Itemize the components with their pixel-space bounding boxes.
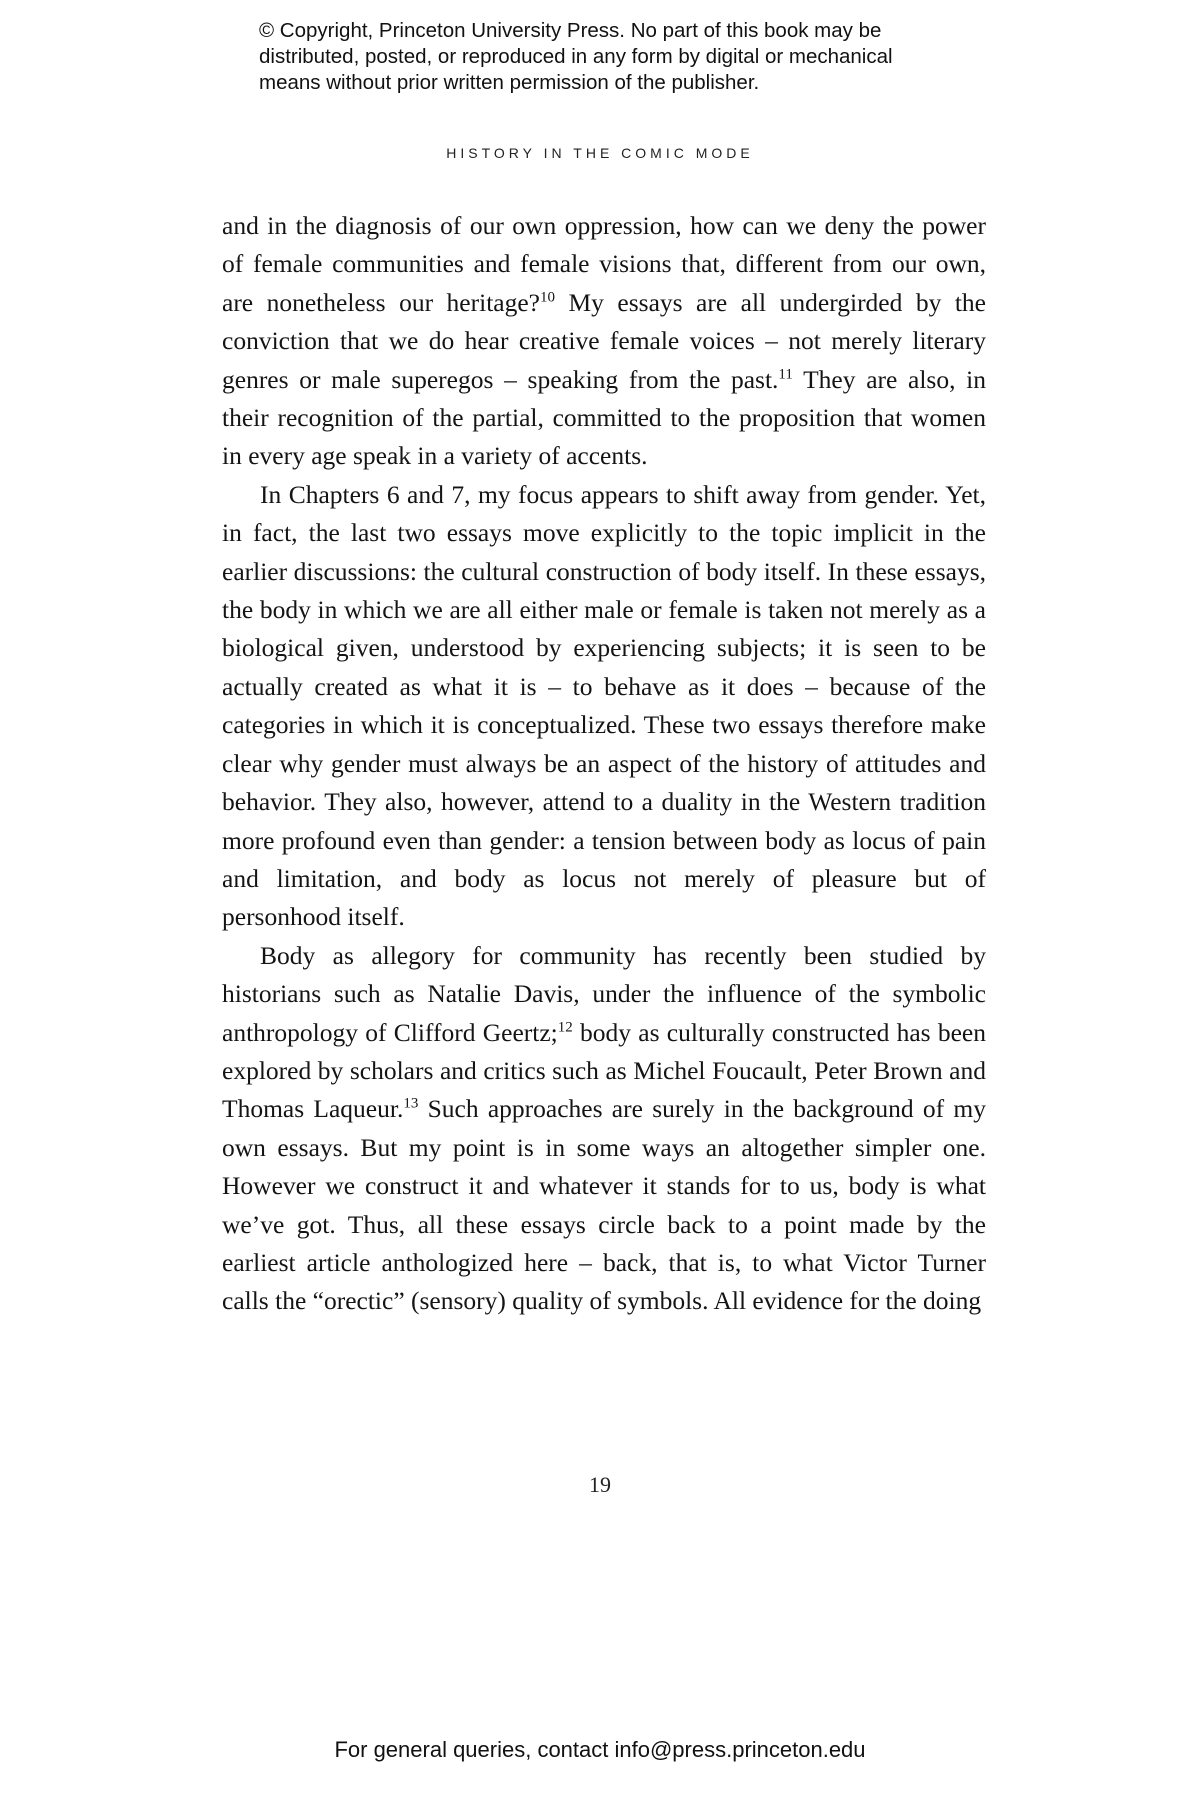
text-segment: Body as allegory for community has recently been studied by historians such as Natalie Davis, under the influence of the symbolic anthropology of Clifford Geertz; xyxy=(222,940,986,1047)
paragraph xyxy=(222,207,986,476)
text-segment: Such approaches are surely in the background of my own essays. But my point is in some ways an altogether simpler one. However we construct it and whatever it stands for to us, body is what we’ve got. Thus, all these essays circle back to a point made by the earliest article anthologized here – back, that is, to what Victor Turner calls the “orectic” (sensory) quality of symbols. All evidence for the doing xyxy=(222,1094,987,1316)
footnote-marker: 13 xyxy=(403,1095,419,1112)
text-segment: body as culturally constructed has been explored by scholars and critics such as Michel Foucault, Peter Brown and Thomas Laqueur. xyxy=(222,1017,986,1124)
copyright-notice: © Copyright, Princeton University Press. No part of this book may be distributed, posted, or reproduced in any form by digital or mechanical means without prior written permission of the publisher. xyxy=(259,19,893,94)
text-segment: and in the diagnosis of our own oppression, how can we deny the power of female communities and female visions that, different from our own, are nonetheless our heritage? xyxy=(222,211,986,317)
body-text xyxy=(222,207,986,1321)
text-segment: In Chapters 6 and 7, my focus appears to shift away from gender. Yet, in fact, the last two essays move explicitly to the topic implicit in the earlier discussions: the cultural construction of body itself. In these essays, the body in which we are all either male or female is taken not merely as a biological given, understood by experiencing subjects; it is seen to be actually created as what it is – to behave as it does – because of the categories in which it is conceptualized. These two essays therefore make clear why gender must always be an aspect of the history of attitudes and behavior. They also, however, attend to a duality in the Western tradition more profound even than gender: a tension between body as locus of pain and limitation, and body as locus not merely of pleasure but of personhood itself. xyxy=(222,479,986,932)
page-number: 19 xyxy=(589,1472,611,1497)
paragraph xyxy=(222,937,986,1321)
paragraph xyxy=(222,476,986,937)
footer-contact: For general queries, contact info@press.princeton.edu xyxy=(334,1737,866,1762)
footnote-marker: 12 xyxy=(557,1019,573,1036)
running-head: HISTORY IN THE COMIC MODE xyxy=(446,145,754,161)
text-segment: My essays are all undergirded by the conviction that we do hear creative female voices – not merely literary genres or male superegos – speaking from the past. xyxy=(222,287,987,394)
footnote-marker: 10 xyxy=(540,289,555,306)
text-segment: They are also, in their recognition of the partial, committed to the proposition that women in every age speak in a variety of accents. xyxy=(222,364,986,471)
footnote-marker: 11 xyxy=(778,366,793,383)
